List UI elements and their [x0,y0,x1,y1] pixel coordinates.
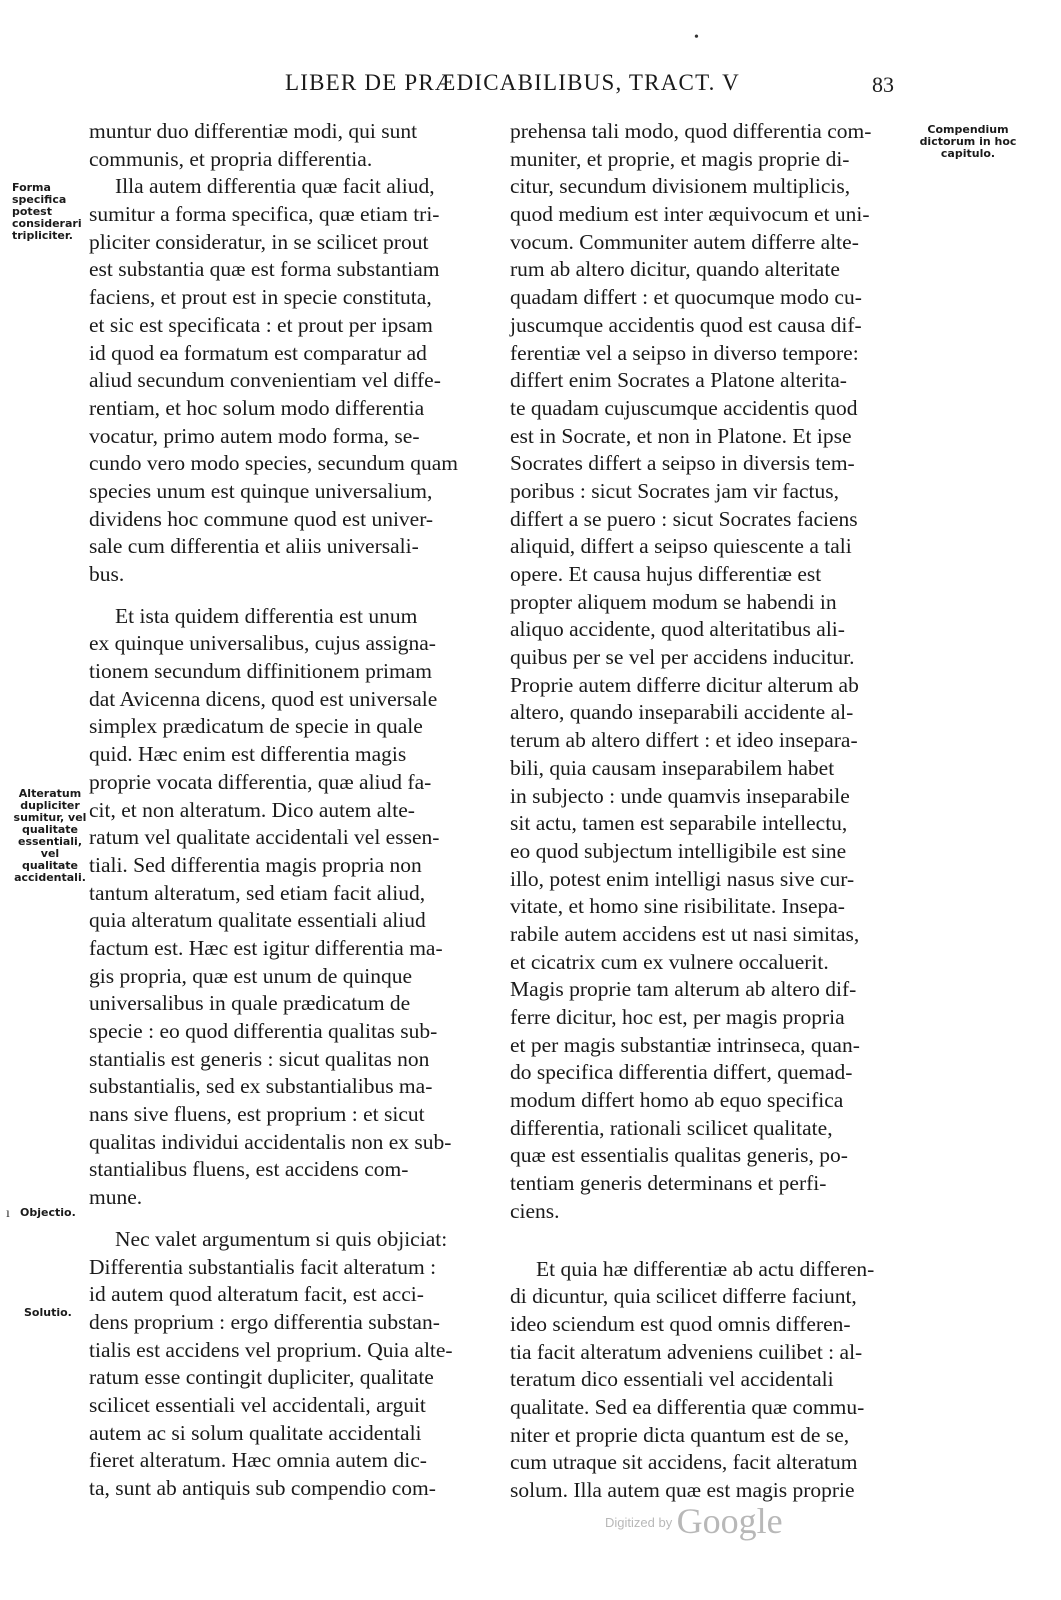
text-line: di dicuntur, quia scilicet differre faciunt, [510,1284,857,1309]
text-line: communis, et propria differentia. [89,146,373,171]
text-line: Et quia hæ differentiæ ab actu differen- [536,1256,875,1281]
text-line: Differentia substantialis facit alteratum : [89,1254,437,1279]
text-line: dividens hoc commune quod est univer- [89,506,434,531]
text-line: id quod ea formatum est comparatur ad [89,340,427,365]
text-line: ferentiæ vel a seipso in diverso tempore: [510,340,859,365]
text-line: propter aliquem modum se habendi in [510,589,837,614]
text-line: in subjecto : unde quamvis inseparabile [510,783,850,808]
text-line: tialis est accidens vel proprium. Quia alte- [89,1337,453,1362]
text-line: vitate, et homo sine risibilitate. Insepa- [510,894,845,919]
text-line: et per magis substantiæ intrinseca, quan- [510,1032,860,1057]
text-line: autem ac si solum qualitate accidentali [89,1420,422,1445]
text-line: species unum est quinque universalium, [89,478,433,503]
right-text-column [510,118,908,1505]
text-line: cum utraque sit accidens, facit alteratum [510,1450,858,1475]
text-line: tentiam generis determinans et perfi- [510,1171,827,1196]
text-line: aliquid, differt a seipso quiescente a tali [510,534,852,559]
text-line: eo quod subjectum intelligibile est sine [510,838,847,863]
text-line: factum est. Hæc est igitur differentia ma- [89,935,443,960]
text-line: mune. [89,1185,143,1210]
text-line: universalibus in quale prædicatum de [89,991,411,1016]
text-line: bus. [89,562,125,586]
text-line: pliciter consideratur, in se scilicet prout [89,229,429,254]
text-line: tia facit alteratum adveniens cuilibet : al- [510,1339,863,1364]
text-line: differentia, rationali scilicet qualitate, [510,1115,833,1140]
text-line: sumitur a forma specifica, quæ etiam tri- [89,202,440,227]
text-line: fieret alteratum. Hæc omnia autem dic- [89,1448,427,1473]
digitized-watermark [605,1500,783,1542]
text-line: muntur duo differentiæ modi, qui sunt [89,119,418,143]
text-line: solum. Illa autem quæ est magis proprie [510,1478,855,1502]
google-logo: Google [676,1501,783,1541]
text-line: muniter, et proprie, et magis proprie di- [510,146,850,171]
text-line: quod medium est inter æquivocum et uni- [510,202,870,227]
text-line: do specifica differentia differt, quemad- [510,1060,853,1085]
text-line: altero, quando inseparabili accidente al- [510,700,854,725]
ink-speck: • [694,30,699,45]
digitized-label: Digitized by [605,1515,673,1530]
text-line: gis propria, quæ est unum de quinque [89,963,413,988]
text-line: ratum esse contingit dupliciter, qualitate [89,1365,434,1390]
text-line: prehensa tali modo, quod differentia com- [510,119,872,143]
text-line: illo, potest enim intelligi nasus sive cur- [510,866,855,891]
text-line: nans sive fluens, est proprium : et sicut [89,1102,425,1127]
text-line: et cicatrix cum ex vulnere occaluerit. [510,949,829,974]
text-line: bili, quia causam inseparabilem habet [510,755,835,780]
text-line: modum differt homo ab equo specifica [510,1088,844,1113]
text-line: qualitate. Sed ea differentia quæ commu- [510,1394,865,1419]
text-line: Proprie autem differre dicitur alterum ab [510,672,859,697]
running-header: LIBER DE PRÆDICABILIBUS, TRACT. V [285,70,740,95]
text-line: id autem quod alteratum facit, est acci- [89,1282,424,1307]
text-line: ta, sunt ab antiquis sub compendio com- [89,1476,436,1500]
text-line: tionem secundum diffinitionem primam [89,659,432,684]
text-line: quadam differt : et quocumque modo cu- [510,285,862,310]
text-line: est in Socrate, et non in Platone. Et ipse [510,423,852,448]
margin-note-alteratum: Alteratum dupliciter sumitur, vel qualitate essentiali, vel qualitate accidentali. [13,787,87,884]
text-line: rum ab altero dicitur, quando alteritate [510,257,840,282]
text-line: quid. Hæc enim est differentia magis [89,742,407,767]
text-line: stantialibus fluens, est accidens com- [89,1157,409,1182]
text-line: ferre dicitur, hoc est, per magis propria [510,1005,845,1029]
left-text-column [89,118,489,1503]
text-line: ciens. [510,1198,560,1223]
page-number: 83 [872,72,894,97]
text-line: et sic est specificata : et prout per ipsam [89,312,433,337]
text-line: cundo vero modo species, secundum quam [89,451,458,476]
text-line: sale cum differentia et aliis universali- [89,534,419,559]
text-line: quibus per se vel per accidens inducitur. [510,645,855,670]
text-line: vocatur, primo autem modo forma, se- [89,423,420,448]
margin-note-solutio: Solutio. [24,1306,72,1319]
text-line: quæ est essentialis qualitas generis, po- [510,1143,848,1168]
text-line: poribus : sicut Socrates jam vir factus, [510,478,839,503]
text-line: vocum. Communiter autem differre alte- [510,229,859,254]
text-line: aliquo accidente, quod alteritatibus ali- [510,617,845,642]
margin-note-forma: Forma specifica potest considerari tripliciter. [12,181,82,242]
text-line: dat Avicenna dicens, quod est universale [89,686,438,711]
margin-note-objectio: Objectio. [20,1206,76,1219]
text-line: differt enim Socrates a Platone alterita- [510,368,847,393]
text-line: rentiam, et hoc solum modo differentia [89,395,425,420]
text-line: Nec valet argumentum si quis objiciat: [115,1226,448,1251]
text-line: terum ab altero differt : et ideo insepara- [510,728,858,753]
text-line: teratum dico essentiali vel accidentali [510,1367,834,1392]
text-line: proprie vocata differentia, quæ aliud fa- [89,769,432,794]
text-line: tantum alteratum, sed etiam facit aliud, [89,880,426,905]
text-line: sit actu, tamen est separabile intellectu, [510,811,848,836]
text-line: citur, secundum divisionem multiplicis, [510,174,851,199]
text-line: juscumque accidentis quod est causa dif- [510,312,862,337]
text-line: rabile autem accidens est ut nasi simitas, [510,921,860,946]
margin-note-compendium: Compendium dictorum in hoc capitulo. [919,123,1017,160]
text-line: Et ista quidem differentia est unum [115,603,418,628]
text-line: specie : eo quod differentia qualitas sub- [89,1019,438,1043]
text-line: opere. Et causa hujus differentiæ est [510,562,822,586]
text-line: tiali. Sed differentia magis propria non [89,852,422,877]
text-line: scilicet essentiali vel accidentali, arguit [89,1392,426,1417]
text-line: qualitas individui accidentalis non ex sub- [89,1129,452,1154]
text-line: dens proprium : ergo differentia substan- [89,1309,440,1334]
text-line: Socrates differt a seipso in diversis tem- [510,451,855,476]
text-line: Magis proprie tam alterum ab altero dif- [510,977,857,1002]
text-line: te quadam cujuscumque accidentis quod [510,395,858,420]
ink-speck: ı [6,1206,10,1221]
text-line: est substantia quæ est forma substantiam [89,257,440,282]
text-line: stantialis est generis : sicut qualitas non [89,1046,430,1071]
text-line: niter et proprie dicta quantum est de se, [510,1422,850,1447]
text-line: ratum vel qualitate accidentali vel essen- [89,825,440,850]
text-line: differt a se puero : sicut Socrates faciens [510,506,858,531]
text-line: aliud secundum convenientiam vel diffe- [89,368,441,393]
text-line: faciens, et prout est in specie constituta, [89,285,432,310]
text-line: simplex prædicatum de specie in quale [89,714,423,739]
text-line: ideo sciendum est quod omnis differen- [510,1311,851,1336]
text-line: quia alteratum qualitate essentiali aliud [89,908,426,933]
text-line: cit, et non alteratum. Dico autem alte- [89,797,415,822]
text-line: substantialis, sed ex substantialibus ma- [89,1074,433,1099]
text-line: Illa autem differentia quæ facit aliud, [115,174,435,199]
text-line: ex quinque universalibus, cujus assigna- [89,631,436,656]
